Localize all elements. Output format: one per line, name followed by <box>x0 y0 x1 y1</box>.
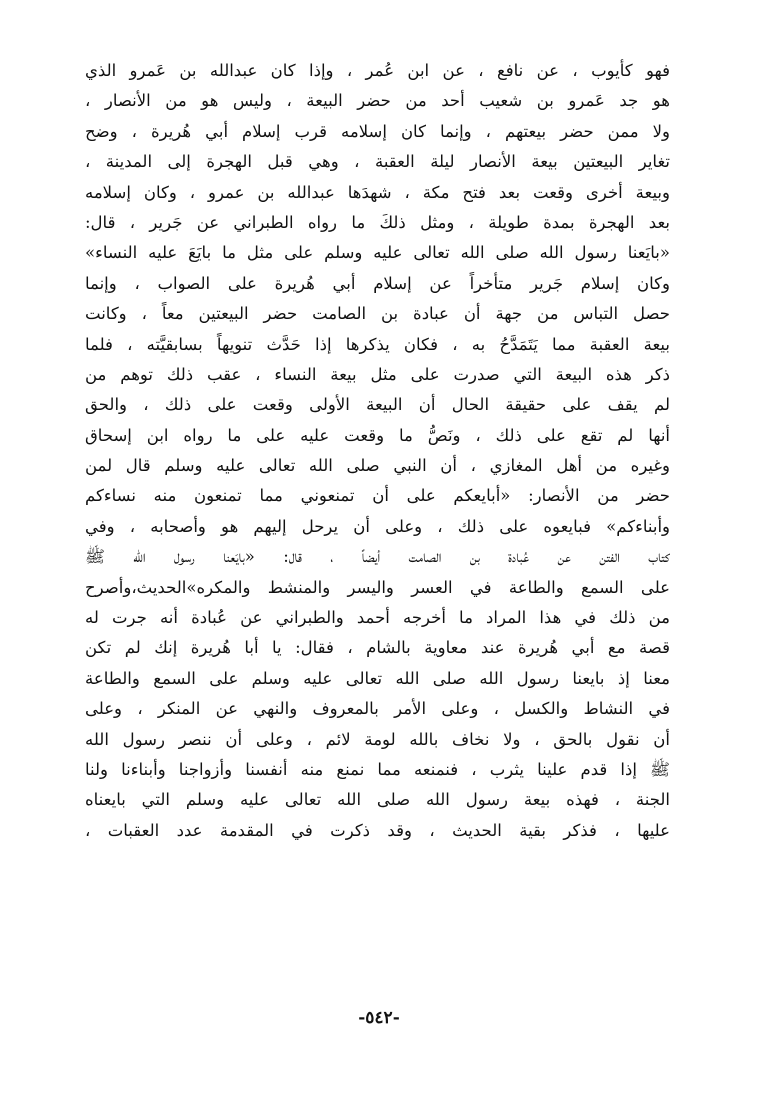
text-line-22: في النشاط والكسل ، وعلى الأمر بالمعروف والنهي عن المنكر ، وعلى <box>85 699 670 719</box>
text-line-8: وكان إسلام جَرير متأخراً عن إسلام أبي هُريرة على الصواب ، وإنما <box>85 273 670 293</box>
text-line-3: ولا ممن حضر بيعتهم ، وإنما كان إسلامه قرب إسلام أبي هُريرة ، وضح <box>85 121 670 141</box>
text-line-13: أنها لم تقع على ذلك ، ونَصُّ ما وقعت عليه على ما رواه ابن إسحاق <box>85 425 670 445</box>
text-line-23: أن نقول بالحق ، ولا نخاف بالله لومة لائم ، وعلى أن ننصر رسول الله <box>85 729 670 749</box>
text-line-18: على السمع والطاعة في العسر واليسر والمنشط والمكره»الحديث،وأصرح <box>85 577 670 597</box>
text-line-14: وغيره من أهل المغازي ، أن النبي صلى الله تعالى عليه وسلم قال لمن <box>85 456 670 476</box>
text-line-6: بعد الهجرة بمدة طويلة ، ومثل ذلكَ ما رواه الطبراني عن جَرير ، قال: <box>85 212 670 232</box>
page-number: -٥٤٢- <box>358 1008 400 1028</box>
text-line-20: قصة مع أبي هُريرة عند معاوية بالشام ، فقال: يا أبا هُريرة إنك لم تكن <box>85 638 670 658</box>
body-text <box>85 56 670 846</box>
text-line-9: حصل التباس من جهة أن عبادة بن الصامت حضر البيعتين معاً ، وكانت <box>85 304 670 324</box>
text-line-10: بيعة العقبة مما يَتَمَدَّحُ به ، فكان يذكرها إذا حَدَّث تنويهاً بسابقيَّته ، فلما <box>85 334 670 354</box>
text-line-16: وأبناءكم» فبايعوه على ذلك ، وعلى أن يرحل إليهم هو وأصحابه ، وفي <box>85 516 670 536</box>
text-line-17: كتاب الفتن عن عُبادة بن الصامت أيضاً ، قال: «بايَعنا رسول الله ﷺ <box>85 547 670 567</box>
text-line-1: فهو كأيوب ، عن نافع ، عن ابن عُمر ، وإذا كان عبدالله بن عَمرو الذي <box>85 61 670 80</box>
text-line-5: وبيعة أخرى وقعت بعد فتح مكة ، شهدَها عبدالله بن عمرو ، وكان إسلامه <box>85 182 670 202</box>
text-line-4: تغاير البيعتين بيعة الأنصار ليلة العقبة ، وهي قبل الهجرة إلى المدينة ، <box>85 152 670 172</box>
text-line-26: عليها ، فذكر بقية الحديث ، وقد ذكرت في المقدمة عدد العقبات ، <box>85 820 670 840</box>
text-line-24: ﷺ إذا قدم علينا يثرب ، فنمنعه مما نمنع منه أنفسنا وأزواجنا وأبناءنا ولنا <box>85 759 670 779</box>
text-line-11: ذكر هذه البيعة التي صدرت على مثل بيعة النساء ، عقب ذلك توهم من <box>85 364 670 384</box>
text-line-25: الجنة ، فهذه بيعة رسول الله صلى الله تعالى عليه وسلم التي بايعناه <box>85 790 670 810</box>
text-line-21: معنا إذ بايعنا رسول الله صلى الله تعالى عليه وسلم على السمع والطاعة <box>85 668 670 688</box>
text-line-7: «بايَعنا رسول الله صلى الله تعالى عليه وسلم على مثل ما بايَعَ عليه النساء» <box>85 243 670 263</box>
text-line-15: حضر من الأنصار: «أبايعكم على أن تمنعوني مما تمنعون منه نساءكم <box>85 486 670 506</box>
text-line-12: لم يقف على حقيقة الحال أن البيعة الأولى وقعت على ذلك ، والحق <box>85 395 670 415</box>
text-line-2: هو جد عَمرو بن شعيب أحد من حضر البيعة ، وليس هو من الأنصار ، <box>85 91 670 111</box>
text-line-19: من ذلك في هذا المراد ما أخرجه أحمد والطبراني عن عُبادة أنه جرت له <box>85 608 670 628</box>
